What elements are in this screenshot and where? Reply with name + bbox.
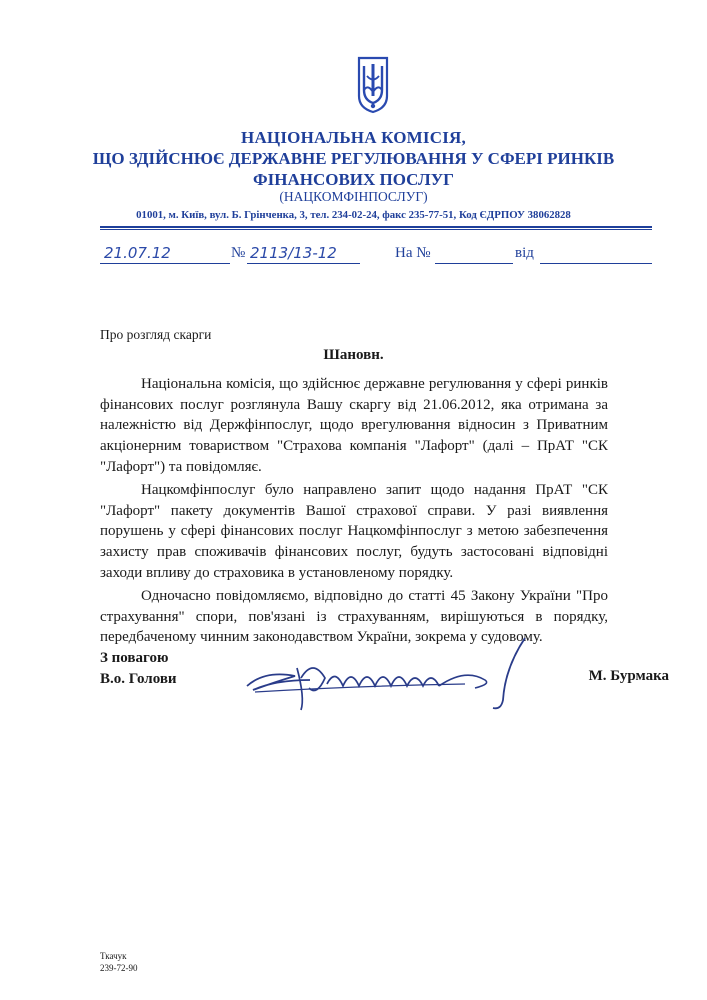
header-rule xyxy=(100,226,652,228)
handwritten-signature xyxy=(235,628,535,718)
regards-text: З повагою xyxy=(100,650,169,666)
incoming-number-blank xyxy=(435,263,513,264)
signer-position: В.о. Голови xyxy=(100,671,177,687)
body-paragraph: Нацкомфінпослуг було направлено запит щодо надання ПрАТ "СК "Лафорт" пакету документів Вашої страхової справи. У разі виявлення порушень у сфері фінансових послуг Нацкомфінпослуг з метою забезпечення захисту прав споживачів фінансових послуг, будуть застосовані відповідні заходи впливу до страховика в установленому порядку. xyxy=(100,482,608,581)
executor-name: Ткачук xyxy=(100,951,127,961)
executor-footer xyxy=(100,950,138,974)
letter-subject: Про розгляд скарги xyxy=(100,327,212,342)
letter-body xyxy=(100,374,608,651)
reference-line xyxy=(100,244,660,266)
incoming-date-blank xyxy=(540,263,652,264)
outgoing-number: 2113/13-12 xyxy=(250,244,337,262)
number-underline xyxy=(247,263,360,264)
incoming-date-label: від xyxy=(515,245,534,261)
org-name-line3: ФІНАНСОВИХ ПОСЛУГ xyxy=(253,170,454,189)
body-paragraph: Національна комісія, що здійснює державне регулювання у сфері ринків фінансових послуг розглянула Вашу скаргу від 21.06.2012, яка отримана за належністю від Держфінпослуг, щодо врегулювання відносин з Приватним акціонерним товариством "Страхова компанія "Лафорт" (далі – ПрАТ "СК "Лафорт") та повідомляє. xyxy=(100,376,608,475)
outgoing-date: 21.07.12 xyxy=(104,244,171,262)
ukraine-trident-icon xyxy=(355,56,391,114)
outgoing-number-label: № xyxy=(231,245,246,261)
signer-name: М. Бурмака xyxy=(588,668,669,684)
date-underline xyxy=(100,263,230,264)
org-abbreviation: (НАЦКОМФІНПОСЛУГ) xyxy=(279,189,428,204)
greeting: Шановн. xyxy=(323,347,384,363)
org-name-line2: ЩО ЗДІЙСНЮЄ ДЕРЖАВНЕ РЕГУЛЮВАННЯ У СФЕРІ РИНКІВ xyxy=(92,149,615,168)
incoming-number-label: На № xyxy=(395,245,431,261)
executor-phone: 239-72-90 xyxy=(100,963,138,973)
signoff-block xyxy=(100,648,177,690)
org-address: 01001, м. Київ, вул. Б. Грінченка, 3, тел. 234-02-24, факс 235-77-51, Код ЄДРПОУ 38062828 xyxy=(136,209,571,221)
header-rule-thin xyxy=(100,229,652,230)
body-paragraph: Одночасно повідомляємо, відповідно до статті 45 Закону України "Про страхування" спори, пов'язані із страхуванням, вирішуються в порядку, передбаченому чинним законодавством України, зокрема у судовому. xyxy=(100,588,608,646)
org-name-line1: НАЦІОНАЛЬНА КОМІСІЯ, xyxy=(241,128,466,147)
